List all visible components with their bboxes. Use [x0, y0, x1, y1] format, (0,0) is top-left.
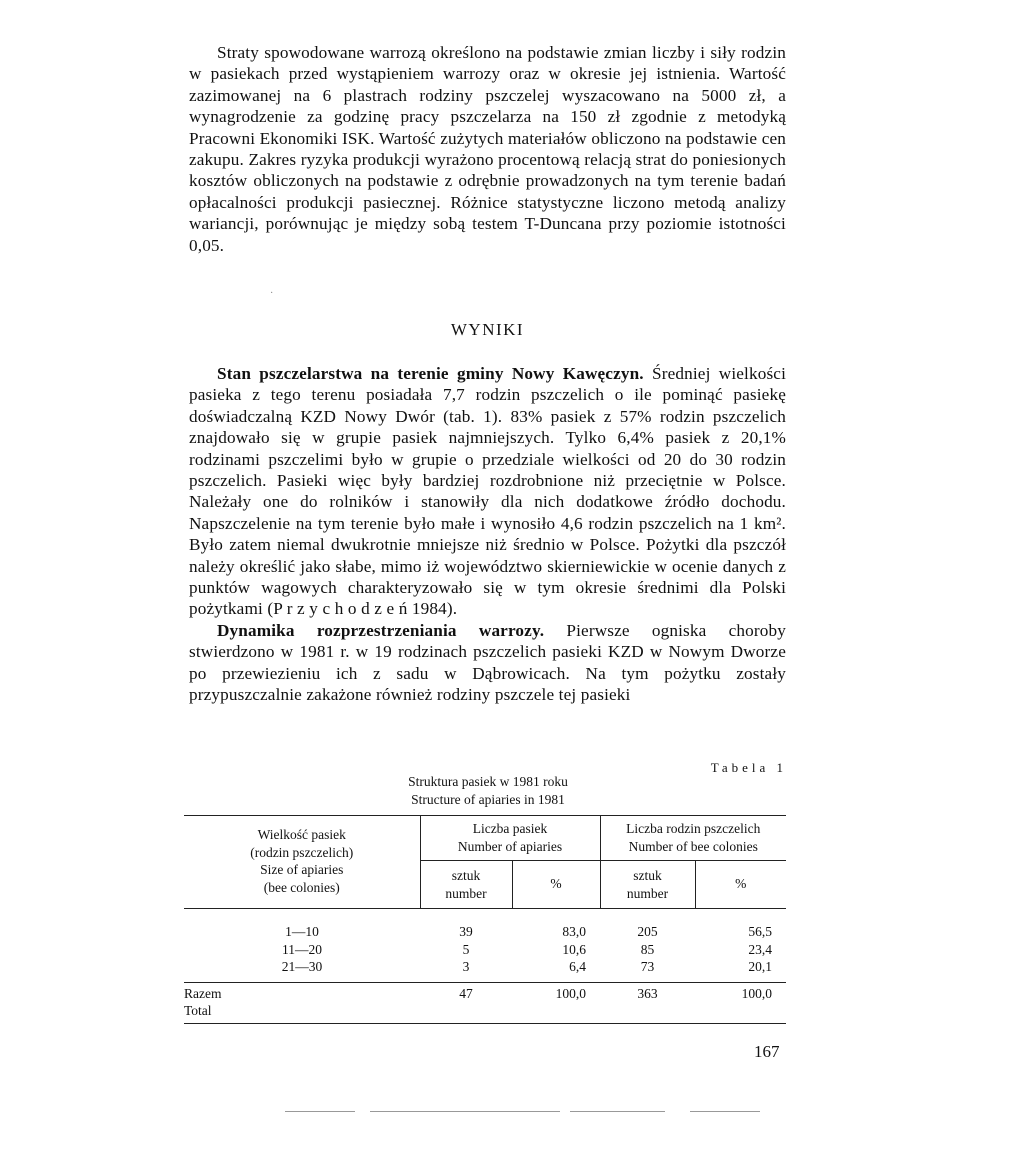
apiaries-count-cell: 5	[462, 941, 470, 957]
table-header-row	[184, 816, 786, 861]
apiaries-count-cell: 39	[459, 924, 473, 939]
caption-english: Structure of apiaries in 1981	[411, 791, 565, 807]
table-row	[184, 923, 786, 941]
results-paragraph-2	[189, 620, 786, 706]
apiaries-count-cell: 3	[462, 959, 470, 974]
size-cell: 1—10	[285, 924, 319, 939]
apiaries-header-en: Number of apiaries	[457, 838, 563, 854]
results-paragraph-1	[189, 363, 786, 620]
total-label-pl: Razem	[184, 985, 222, 1001]
count-header-pl: sztuk	[451, 868, 481, 883]
colonies-pct-cell: 23,4	[748, 941, 772, 957]
apiary-structure-table	[184, 815, 786, 1024]
table-row	[184, 958, 786, 982]
count-header-en: number	[626, 885, 669, 901]
total-colonies-pct-cell: 100,0	[695, 982, 786, 1023]
total-label-cell	[184, 982, 420, 1023]
apiaries-pct-cell: 10,6	[562, 941, 586, 957]
total-label-en: Total	[184, 1003, 212, 1018]
table-row	[184, 941, 786, 959]
apiaries-pct-cell: 6,4	[569, 959, 586, 974]
size-column-header	[184, 816, 420, 909]
total-colonies-cell: 363	[600, 982, 695, 1023]
colonies-pct-cell: 20,1	[748, 959, 772, 974]
apiaries-count-header	[420, 861, 512, 909]
apiaries-group-header	[420, 816, 600, 861]
results-text-2: Pierwsze ogniska choroby stwierdzono w 1981 r. w 19 rodzinach pszczelich pasieki KZD w Nowym Dworze po przewiezieniu ich z sadu w Dąbrowicach. Na tym pożytku zostały przypuszczalnie zakażone również rodziny pszczele tej pasieki	[189, 620, 786, 705]
header-rule	[184, 909, 786, 924]
colonies-pct-header: %	[695, 861, 786, 909]
count-header-pl: sztuk	[633, 868, 662, 883]
paragraph-text: Straty spowodowane warrozą określono na podstawie zmian liczby i siły rodzin w pasiekach przed wystąpieniem warrozy oraz w okresie jej istnienia. Wartość zazimowanej na 6 plastrach rodziny pszczelej wyszacowano na 5000 zł, a wynagrodzenie za godzinę pracy pszczelarza na 150 zł zgodnie z metodyką Pracowni Ekonomiki ISK. Wartość zużytych materiałów obliczono na podstawie cen zakupu. Zakres ryzyka produkcji wyrażono procentową relacją strat do poniesionych kosztów obliczonych na podstawie z odrębnie prowadzonych na tym terenie badań opłacalności produkcji pasiecznej. Różnice statystyczne liczono metodą analizy wariancji, porównując je między sobą testem T-Duncana przy poziomie istotności 0,05.	[189, 43, 786, 255]
table-total-row	[184, 982, 786, 1023]
header-rule-row	[184, 909, 786, 924]
section-heading: WYNIKI	[450, 320, 525, 339]
colonies-count-cell: 73	[640, 959, 655, 974]
size-cell: 11—20	[282, 941, 322, 957]
apiaries-pct-cell: 83,0	[562, 924, 586, 939]
results-text-1: Średniej wielkości pasieka z tego terenu posiadała 7,7 rodzin pszczelich o ile pominąć pasiekę doświadczalną KZD Nowy Dwór (tab. 1). 83% pasiek z 57% rodzin pszczelich znajdowało się w grupie pasiek najmniejszych. Tylko 6,4% pasiek z 20,1% rodzinami pszczelimi było w grupie o przedziale wielkości od 20 do 30 rodzin pszczelich. Pasieki więc były bardziej rozdrobnione niż przeciętnie w Polsce. Należały one do rolników i stanowiły dla nich dodatkowe źródło dochodu. Napszczelenie na tym terenie było małe i wynosiło 4,6 rodzin pszczelich na 1 km². Było zatem niemal dwukrotnie mniejsze niż średnio w Polsce. Pożytki dla pszczół należy określić jako słabe, mimo iż województwo skierniewickie w ocenie danych z punktów wagowych charakteryzowało się w tym okresie średnimi dla Polski pożytkami (P r z y c h o d z e ń 1984).	[189, 364, 786, 619]
scan-edge-line	[570, 1111, 665, 1112]
size-header-en-line2: (bee colonies)	[263, 879, 340, 895]
colonies-count-header	[600, 861, 695, 909]
table-label: Tabela 1	[710, 760, 787, 775]
subheading-beekeeping-state: Stan pszczelarstwa na terenie gminy Nowy Kawęczyn.	[217, 364, 644, 383]
total-apiaries-pct-cell: 100,0	[512, 982, 600, 1023]
scan-artifact: ·	[270, 288, 274, 299]
size-header-pl-line1: Wielkość pasiek	[257, 827, 346, 842]
methods-paragraph	[189, 42, 786, 256]
size-header-pl-line2: (rodzin pszczelich)	[250, 844, 354, 860]
colonies-group-header	[600, 816, 786, 861]
table-caption	[388, 773, 588, 808]
size-cell: 21—30	[281, 959, 323, 974]
scan-edge-line	[285, 1111, 355, 1112]
total-apiaries-cell: 47	[420, 982, 512, 1023]
page-number: 167	[754, 1042, 780, 1061]
colonies-header-pl: Liczba rodzin pszczelich	[626, 821, 761, 836]
colonies-pct-cell: 56,5	[748, 924, 772, 939]
colonies-header-en: Number of bee colonies	[628, 838, 758, 854]
results-section	[189, 363, 786, 706]
colonies-count-cell: 85	[640, 941, 655, 957]
size-header-en-line1: Size of apiaries	[260, 862, 344, 877]
apiaries-header-pl: Liczba pasiek	[472, 821, 548, 836]
scan-edge-line	[370, 1111, 560, 1112]
colonies-count-cell: 205	[637, 924, 658, 939]
scan-edge-line	[690, 1111, 760, 1112]
apiaries-pct-header: %	[512, 861, 600, 909]
caption-polish: Struktura pasiek w 1981 roku	[408, 774, 568, 789]
subheading-varroa-dynamics: Dynamika rozprzestrzeniania warrozy.	[217, 620, 545, 640]
count-header-en: number	[445, 885, 487, 901]
